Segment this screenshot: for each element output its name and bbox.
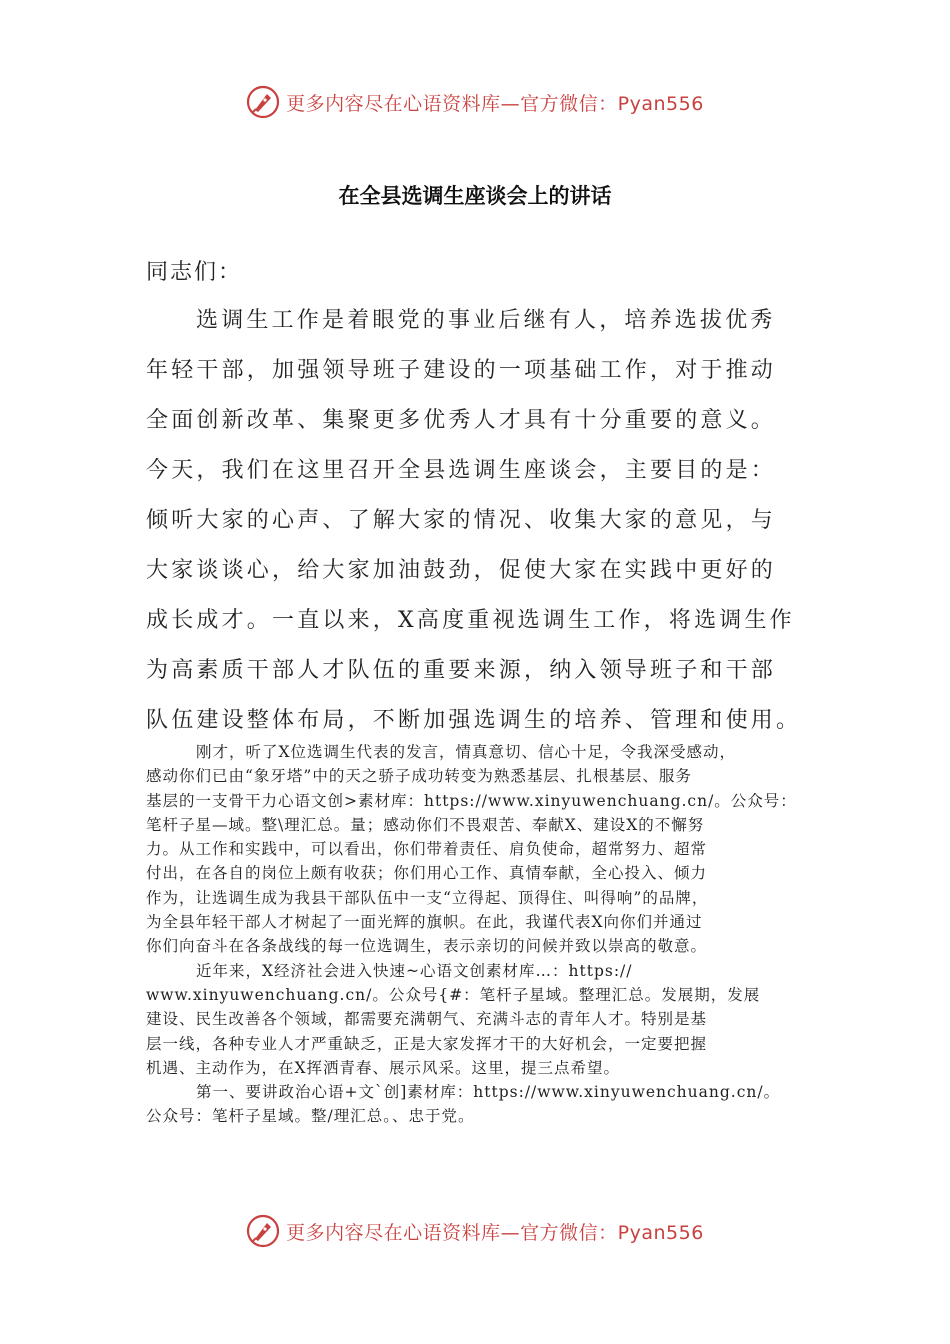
- opening-paragraph: [146, 296, 826, 746]
- text-line: 你们向奋斗在各条战线的每一位选调生，表示亲切的问候并致以崇高的敬意。: [146, 937, 708, 956]
- text-line: 近年来，X经济社会进入快速~心语文创素材库…：https://: [196, 961, 633, 980]
- text-line: 基层的一支骨干力心语文创>素材库：https://www.xinyuwenchuang.cn/。公众号：: [146, 791, 797, 810]
- pen-nib-logo-icon: [246, 85, 280, 119]
- text-line: 力。从工作和实践中，可以看出，你们带着责任、肩负使命，超常努力、超常: [146, 840, 708, 859]
- footer-watermark-banner: [0, 1211, 950, 1251]
- page-title: 在全县选调生座谈会上的讲话: [338, 184, 612, 208]
- text-line: 感动你们已由“象牙塔”中的天之骄子成功转变为熟悉基层、扎根基层、服务: [146, 767, 692, 786]
- text-line: 年轻干部，加强领导班子建设的一项基础工作，对于推动: [146, 358, 777, 383]
- header-watermark-banner: [0, 82, 950, 122]
- text-line: 队伍建设整体布局，不断加强选调生的培养、管理和使用。: [146, 708, 802, 733]
- text-line: 刚才，听了X位选调生代表的发言，情真意切、信心十足，令我深受感动，: [196, 743, 737, 761]
- watermark-text: 更多内容尽在心语资料库—官方微信：Pyan556: [286, 92, 704, 115]
- text-line: 第一、要讲政治心语+文`创]素材库：https://www.xinyuwenchuang.cn/。: [196, 1083, 781, 1102]
- text-line: 全面创新改革、集聚更多优秀人才具有十分重要的意义。: [146, 408, 777, 433]
- text-line: 今天，我们在这里召开全县选调生座谈会，主要目的是：: [146, 458, 777, 483]
- text-line: 大家谈谈心，给大家加油鼓劲，促使大家在实践中更好的: [146, 558, 777, 583]
- text-line: 层一线，各种专业人才严重缺乏，正是大家发挥才干的大好机会，一定要把握: [146, 1034, 708, 1053]
- text-line: 机遇、主动作为，在X挥洒青春、展示风采。这里，提三点希望。: [146, 1058, 621, 1077]
- text-line: 为全县年轻干部人才树起了一面光辉的旗帜。在此，我谨代表X向你们并通过: [146, 913, 703, 932]
- text-line: 作为，让选调生成为我县干部队伍中一支“立得起、顶得住、叫得响”的品牌，: [146, 888, 709, 907]
- text-line: 为高素质干部人才队伍的重要来源，纳入领导班子和干部: [146, 658, 777, 683]
- text-line: 笔杆子星—域。整\理汇总。量；感动你们不畏艰苦、奉献X、建设X的不懈努: [146, 815, 705, 834]
- text-line: 公众号：笔杆子星域。整/理汇总。、忠于党。: [146, 1107, 475, 1126]
- watermark-text: 更多内容尽在心语资料库—官方微信：Pyan556: [286, 1221, 704, 1244]
- text-line: 成长成才。一直以来，X高度重视选调生工作，将选调生作: [146, 608, 795, 633]
- text-line: www.xinyuwenchuang.cn/。公众号{#：笔杆子星域。整理汇总。发展期，发展: [146, 985, 761, 1004]
- salutation: 同志们：: [146, 260, 243, 285]
- text-line: 选调生工作是着眼党的事业后继有人，培养选拔优秀: [196, 308, 776, 333]
- text-line: 倾听大家的心声、了解大家的情况、收集大家的意见，与: [146, 508, 777, 533]
- text-line: 付出，在各自的岗位上颇有收获；你们用心工作、真情奉献，全心投入、倾力: [146, 864, 708, 883]
- pen-nib-logo-icon: [246, 1214, 280, 1248]
- body-paragraphs: [146, 740, 826, 1129]
- text-line: 建设、民生改善各个领域，都需要充满朝气、充满斗志的青年人才。特别是基: [146, 1010, 708, 1029]
